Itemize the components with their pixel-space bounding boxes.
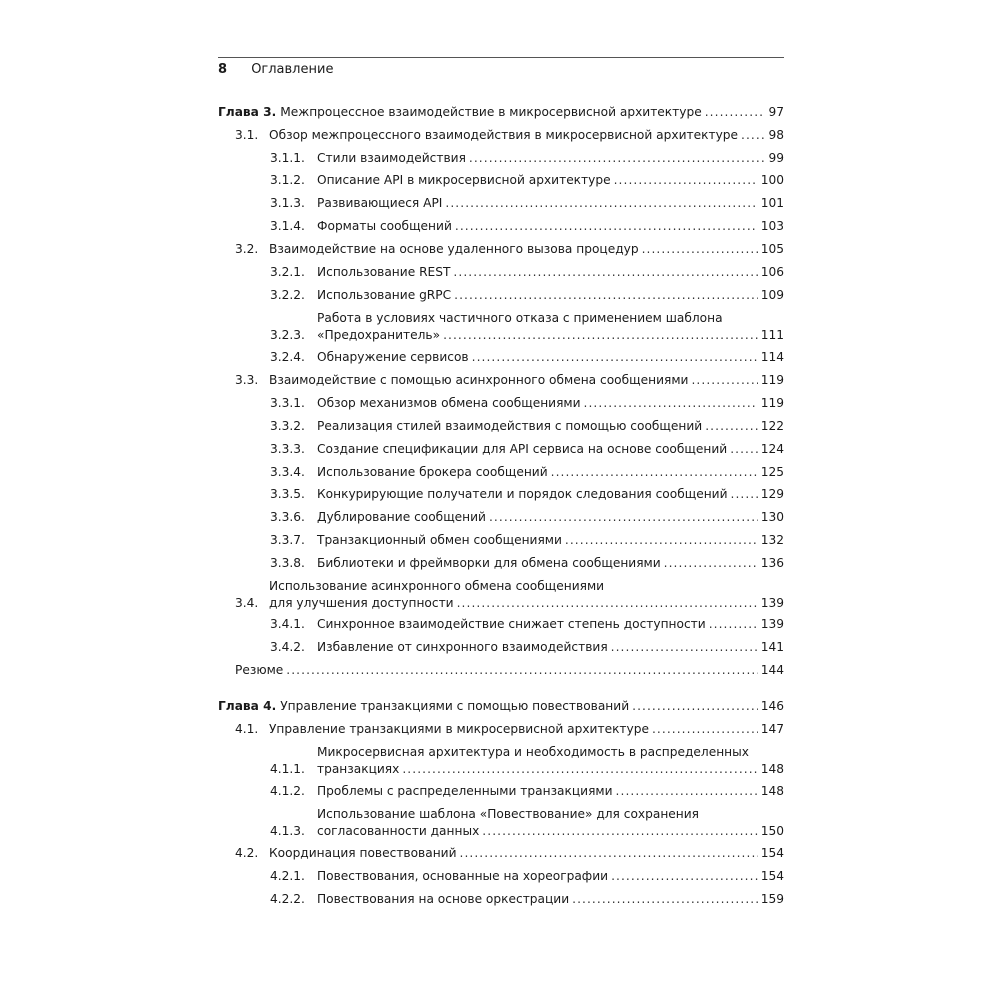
toc-subsection-entry	[270, 616, 784, 633]
header-rule	[218, 57, 784, 58]
toc-entry-number: 3.4.1.	[270, 617, 305, 631]
dot-leader	[482, 823, 757, 840]
toc-entry-title: «Предохранитель»	[317, 328, 441, 342]
toc-page-number: 154	[760, 846, 784, 860]
dot-leader	[709, 616, 758, 633]
toc-entry-number: 3.4.	[235, 596, 259, 610]
dot-leader	[642, 241, 758, 258]
toc-entry-title-line: Использование асинхронного обмена сообщениями	[269, 579, 605, 593]
toc-entry-number: 3.3.1.	[270, 396, 305, 410]
toc-entry-title: Стили взаимодействия	[317, 151, 466, 165]
toc-page-number: 125	[760, 465, 784, 479]
dot-leader	[453, 264, 757, 281]
toc-section-entry	[235, 578, 784, 612]
dot-leader	[611, 868, 758, 885]
toc-subsection-entry	[270, 418, 784, 435]
toc-page-number: 148	[760, 762, 784, 776]
toc-subsection-entry	[270, 172, 784, 189]
dot-leader	[705, 418, 758, 435]
toc-entry-title: Обзор межпроцессного взаимодействия в микросервисной архитектуре	[269, 128, 739, 142]
toc-page-number: 148	[760, 784, 784, 798]
toc-page-number: 106	[760, 265, 784, 279]
toc-entry-title: Использование REST	[317, 265, 451, 279]
dot-leader	[445, 195, 757, 212]
toc-subsection-entry	[270, 218, 784, 235]
toc-entry-title: согласованности данных	[317, 824, 480, 838]
toc-page-number: 141	[760, 640, 784, 654]
toc-entry-title: Транзакционный обмен сообщениями	[317, 533, 562, 547]
toc-entry-title: Библиотеки и фреймворки для обмена сообщениями	[317, 556, 661, 570]
toc-entry-title-line: Микросервисная архитектура и необходимость в распределенных	[317, 745, 749, 759]
toc-entry-title: Описание API в микросервисной архитектуре	[317, 173, 611, 187]
toc-entry-title: Дублирование сообщений	[317, 510, 486, 524]
toc-entry-number: 3.2.	[235, 242, 259, 256]
toc-entry-number: 3.3.3.	[270, 442, 305, 456]
toc-entry-title: Координация повествований	[269, 846, 457, 860]
toc-subsection-entry	[270, 287, 784, 304]
toc-entry-number: 4.2.2.	[270, 892, 305, 906]
toc-entry-title: Повествования на основе оркестрации	[317, 892, 570, 906]
toc-page-number: 105	[760, 242, 784, 256]
toc-entry-title: Реализация стилей взаимодействия с помощью сообщений	[317, 419, 703, 433]
toc-page-number: 100	[760, 173, 784, 187]
dot-leader	[584, 395, 758, 412]
toc-subsection-entry	[270, 806, 784, 840]
toc-entry-title: Конкурирующие получатели и порядок следования сообщений	[317, 487, 728, 501]
toc-subsection-entry	[270, 783, 784, 800]
toc-page-number: 97	[768, 105, 784, 119]
dot-leader	[443, 327, 758, 344]
toc-page-number: 147	[760, 722, 784, 736]
dot-leader	[572, 891, 758, 908]
toc-entry-number: 3.2.4.	[270, 350, 305, 364]
toc-entry-title: Развивающиеся API	[317, 196, 443, 210]
toc-entry-number: 4.1.2.	[270, 784, 305, 798]
page-number: 8	[218, 62, 228, 77]
toc-page-number: 159	[760, 892, 784, 906]
dot-leader	[614, 172, 758, 189]
toc-entry-number: 4.2.1.	[270, 869, 305, 883]
toc-entry-number: 4.1.1.	[270, 762, 305, 776]
toc-page-number: 144	[760, 663, 784, 677]
toc-entry-title: Управление транзакциями с помощью повествований	[280, 699, 630, 713]
toc-page-number: 109	[760, 288, 784, 302]
toc-subsection-entry	[270, 195, 784, 212]
running-header	[218, 61, 333, 79]
toc-page-number: 139	[760, 617, 784, 631]
toc-entry-title: для улучшения доступности	[269, 596, 454, 610]
running-title: Оглавление	[251, 62, 334, 77]
toc-entry-title: Повествования, основанные на хореографии	[317, 869, 609, 883]
dot-leader	[652, 721, 758, 738]
dot-leader	[454, 287, 758, 304]
toc-entry-number: 3.1.2.	[270, 173, 305, 187]
toc-summary-entry	[235, 662, 784, 679]
dot-leader	[565, 532, 758, 549]
toc-chapter-entry	[218, 698, 784, 715]
toc-subsection-entry	[270, 441, 784, 458]
toc-section-entry	[235, 241, 784, 258]
toc-page-number: 154	[760, 869, 784, 883]
toc-entry-number: 3.3.7.	[270, 533, 305, 547]
toc-entry-number: 4.1.	[235, 722, 259, 736]
toc-subsection-entry	[270, 264, 784, 281]
toc-page-number: 150	[760, 824, 784, 838]
toc-page-number: 119	[760, 373, 784, 387]
toc-entry-title: Синхронное взаимодействие снижает степень доступности	[317, 617, 706, 631]
toc-page-number: 130	[760, 510, 784, 524]
toc-entry-title: транзакциях	[317, 762, 400, 776]
toc-entry-number: 3.3.6.	[270, 510, 305, 524]
toc-page-number: 99	[768, 151, 784, 165]
toc-page-number: 146	[760, 699, 784, 713]
toc-entry-number: 4.1.3.	[270, 824, 305, 838]
toc-page-number: 136	[760, 556, 784, 570]
toc-entry-title: Проблемы с распределенными транзакциями	[317, 784, 613, 798]
toc-entry-title: Межпроцессное взаимодействие в микросервисной архитектуре	[280, 105, 702, 119]
dot-leader	[730, 441, 758, 458]
toc-entry-title: Управление транзакциями в микросервисной архитектуре	[269, 722, 649, 736]
toc-subsection-entry	[270, 868, 784, 885]
toc-section-entry	[235, 372, 784, 389]
toc-entry-title: Использование брокера сообщений	[317, 465, 548, 479]
toc-page-number: 119	[760, 396, 784, 410]
dot-leader	[455, 218, 758, 235]
toc-entry-title: Обзор механизмов обмена сообщениями	[317, 396, 581, 410]
toc-entry-number: 3.3.5.	[270, 487, 305, 501]
toc-entry-number: 3.3.4.	[270, 465, 305, 479]
toc-section-entry	[235, 127, 784, 144]
toc-entry-title: Использование gRPC	[317, 288, 452, 302]
toc-page-number: 132	[760, 533, 784, 547]
toc-entry-title: Резюме	[235, 663, 284, 677]
toc-entry-title: Избавление от синхронного взаимодействия	[317, 640, 608, 654]
dot-leader	[469, 150, 766, 167]
dot-leader	[616, 783, 758, 800]
toc-entry-number: 3.1.4.	[270, 219, 305, 233]
toc-page-number: 114	[760, 350, 784, 364]
toc-entry-number: 3.3.2.	[270, 419, 305, 433]
toc-page-number: 111	[760, 328, 784, 342]
dot-leader	[457, 595, 758, 612]
dot-leader	[664, 555, 758, 572]
toc-entry-number: 3.2.2.	[270, 288, 305, 302]
dot-leader	[731, 486, 758, 503]
toc-page-number: 122	[760, 419, 784, 433]
toc-entry-number: 3.1.3.	[270, 196, 305, 210]
toc-entry-title: Обнаружение сервисов	[317, 350, 469, 364]
toc-subsection-entry	[270, 639, 784, 656]
toc-section-entry	[235, 845, 784, 862]
toc-subsection-entry	[270, 486, 784, 503]
dot-leader	[489, 509, 758, 526]
toc-entry-title-line: Работа в условиях частичного отказа с применением шаблона	[317, 311, 723, 325]
toc-subsection-entry	[270, 509, 784, 526]
toc-subsection-entry	[270, 349, 784, 366]
toc-page-number: 101	[760, 196, 784, 210]
dot-leader	[741, 127, 765, 144]
toc-entry-number: 3.2.3.	[270, 328, 305, 342]
dot-leader	[705, 104, 766, 121]
dot-leader	[472, 349, 758, 366]
toc-subsection-entry	[270, 891, 784, 908]
toc-subsection-entry	[270, 310, 784, 344]
toc-page-number: 139	[760, 596, 784, 610]
toc-entry-number: 3.1.1.	[270, 151, 305, 165]
toc-section-entry	[235, 721, 784, 738]
toc-entry-title: Создание спецификации для API сервиса на основе сообщений	[317, 442, 728, 456]
toc-entry-number: 3.4.2.	[270, 640, 305, 654]
toc-entry-number: 4.2.	[235, 846, 259, 860]
dot-leader	[632, 698, 758, 715]
toc-entry-number: Глава 4.	[218, 699, 277, 713]
dot-leader	[691, 372, 757, 389]
toc-chapter-entry	[218, 104, 784, 121]
toc-page-number: 129	[760, 487, 784, 501]
toc-entry-number: 3.3.8.	[270, 556, 305, 570]
dot-leader	[402, 761, 757, 778]
toc-entry-number: 3.1.	[235, 128, 259, 142]
dot-leader	[611, 639, 758, 656]
toc-page-number: 98	[768, 128, 784, 142]
toc-subsection-entry	[270, 150, 784, 167]
dot-leader	[551, 464, 758, 481]
toc-entry-title: Взаимодействие с помощью асинхронного обмена сообщениями	[269, 373, 689, 387]
toc-entry-number: 3.2.1.	[270, 265, 305, 279]
dot-leader	[286, 662, 757, 679]
toc-subsection-entry	[270, 464, 784, 481]
toc-page-number: 124	[760, 442, 784, 456]
toc-entry-title-line: Использование шаблона «Повествование» для сохранения	[317, 807, 700, 821]
toc-entry-number: 3.3.	[235, 373, 259, 387]
toc-subsection-entry	[270, 395, 784, 412]
toc-entry-title: Взаимодействие на основе удаленного вызова процедур	[269, 242, 639, 256]
toc-subsection-entry	[270, 532, 784, 549]
dot-leader	[460, 845, 758, 862]
toc-page-number: 103	[760, 219, 784, 233]
toc-entry-title: Форматы сообщений	[317, 219, 452, 233]
toc-entry-number: Глава 3.	[218, 105, 277, 119]
toc-subsection-entry	[270, 744, 784, 778]
toc-subsection-entry	[270, 555, 784, 572]
